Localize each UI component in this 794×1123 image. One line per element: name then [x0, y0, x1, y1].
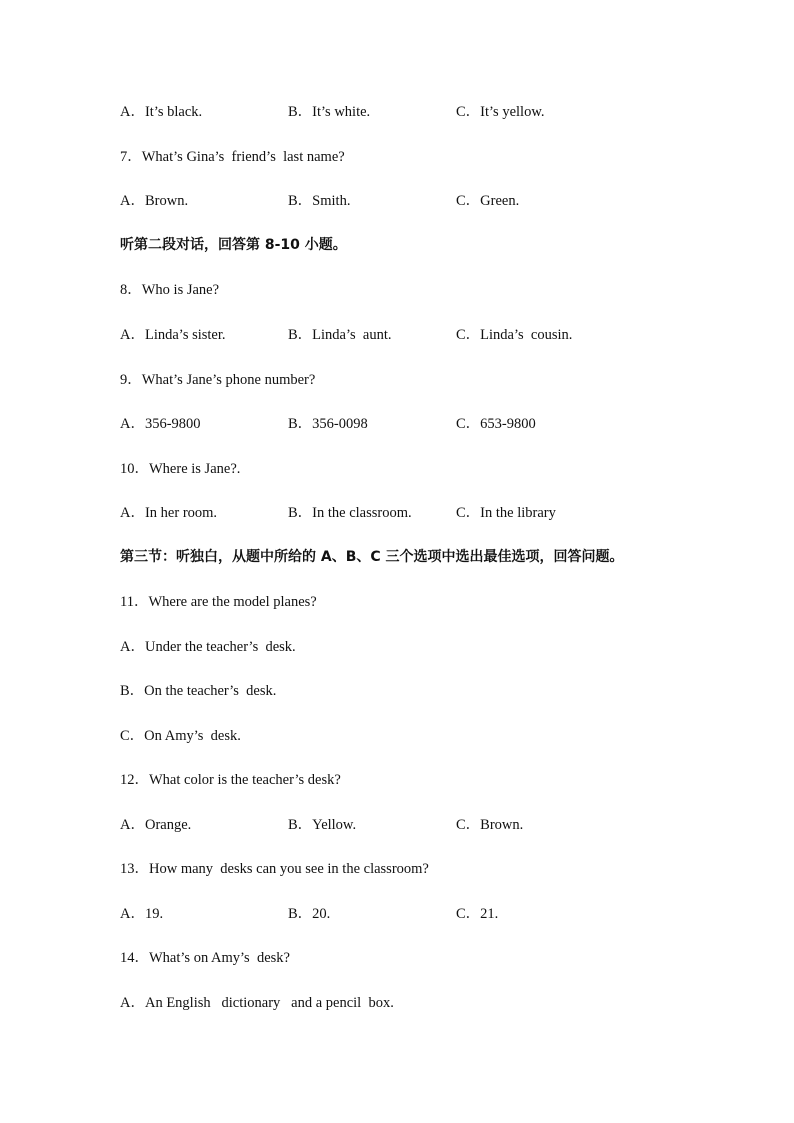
q6-option-c[interactable]: C．It’s yellow.: [456, 104, 545, 120]
q9-option-a[interactable]: A．356-9800: [120, 416, 201, 432]
q11-option-a[interactable]: A．Under the teacher’s desk.: [120, 639, 296, 655]
q6-option-b[interactable]: B．It’s white.: [288, 104, 371, 120]
q12-options-row: [120, 814, 524, 836]
q7-option-c[interactable]: C．Green.: [456, 193, 520, 209]
q8-question: 8．Who is Jane?: [120, 282, 220, 298]
q8-option-c[interactable]: C．Linda’s cousin.: [456, 327, 573, 343]
q10-option-a[interactable]: A．In her room.: [120, 505, 218, 521]
q10-question: 10．Where is Jane?.: [120, 461, 241, 477]
q9-option-b[interactable]: B．356-0098: [288, 416, 368, 432]
q7-option-b[interactable]: B．Smith.: [288, 193, 351, 209]
q9-options-row: [120, 413, 536, 435]
q7-option-a[interactable]: A．Brown.: [120, 193, 189, 209]
q12-option-b[interactable]: B．Yellow.: [288, 817, 357, 833]
q6-options-row: [120, 101, 545, 123]
q11-option-c[interactable]: C．On Amy’s desk.: [120, 728, 241, 744]
q13-option-c[interactable]: C．21.: [456, 906, 499, 922]
q9-question: 9．What’s Jane’s phone number?: [120, 372, 316, 388]
q12-question: 12．What color is the teacher’s desk?: [120, 772, 341, 788]
q10-option-b[interactable]: B．In the classroom.: [288, 505, 412, 521]
q11-option-b[interactable]: B．On the teacher’s desk.: [120, 683, 277, 699]
q12-option-c[interactable]: C．Brown.: [456, 817, 524, 833]
q9-option-c[interactable]: C．653-9800: [456, 416, 536, 432]
q8-options-row: [120, 324, 573, 346]
q12-option-a[interactable]: A．Orange.: [120, 817, 192, 833]
section2-heading: 听第二段对话，回答第 8-10 小题。: [120, 237, 347, 253]
q10-option-c[interactable]: C．In the library: [456, 505, 556, 521]
q8-option-a[interactable]: A．Linda’s sister.: [120, 327, 226, 343]
q13-option-a[interactable]: A．19.: [120, 906, 164, 922]
q13-options-row: [120, 903, 499, 925]
q7-question: 7．What’s Gina’s friend’s last name?: [120, 149, 345, 165]
q7-options-row: [120, 190, 520, 212]
q11-question: 11．Where are the model planes?: [120, 594, 317, 610]
q13-option-b[interactable]: B．20.: [288, 906, 331, 922]
q13-question: 13．How many desks can you see in the classroom?: [120, 861, 429, 877]
q8-option-b[interactable]: B．Linda’s aunt.: [288, 327, 392, 343]
section3-heading: 第三节：听独白，从题中所给的 A、B、C 三个选项中选出最佳选项，回答问题。: [120, 549, 624, 565]
q10-options-row: [120, 502, 556, 524]
q14-option-a[interactable]: A．An English dictionary and a pencil box.: [120, 995, 394, 1011]
q14-question: 14．What’s on Amy’s desk?: [120, 950, 290, 966]
q6-option-a[interactable]: A．It’s black.: [120, 104, 203, 120]
